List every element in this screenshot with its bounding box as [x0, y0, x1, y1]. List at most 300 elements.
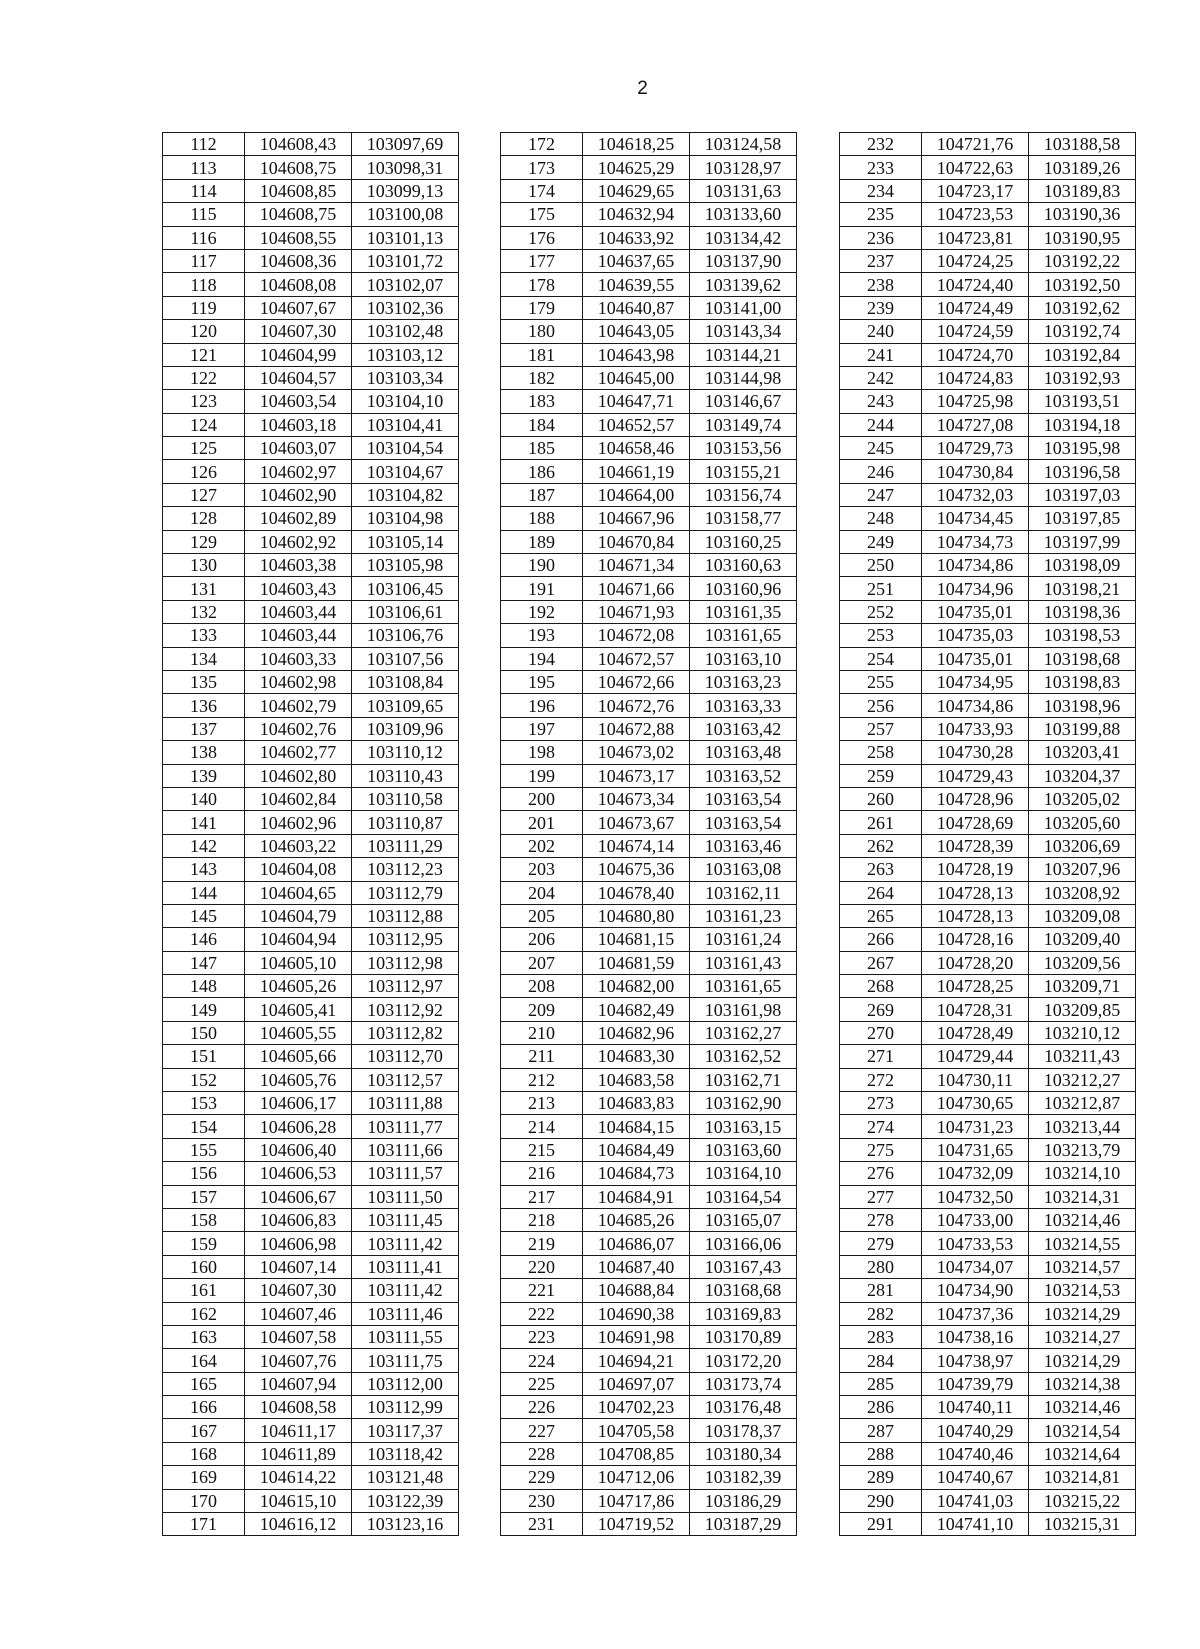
- point-number: 168: [163, 1442, 245, 1465]
- coordinate-x: 104607,30: [245, 320, 352, 343]
- table-row: [163, 483, 459, 506]
- table-row: [163, 998, 459, 1021]
- point-number: 176: [501, 226, 583, 249]
- table-row: [840, 343, 1136, 366]
- table-row: [501, 460, 797, 483]
- coordinate-table-3: [839, 132, 1136, 1536]
- point-number: 177: [501, 249, 583, 272]
- point-number: 126: [163, 460, 245, 483]
- point-number: 191: [501, 577, 583, 600]
- table-row: [501, 156, 797, 179]
- point-number: 181: [501, 343, 583, 366]
- coordinate-x: 104645,00: [583, 366, 690, 389]
- table-row: [840, 834, 1136, 857]
- coordinate-x: 104721,76: [922, 133, 1029, 156]
- table-row: [163, 133, 459, 156]
- coordinate-y: 103173,74: [690, 1372, 797, 1395]
- point-number: 198: [501, 741, 583, 764]
- point-number: 282: [840, 1302, 922, 1325]
- point-number: 133: [163, 624, 245, 647]
- coordinate-x: 104671,34: [583, 554, 690, 577]
- coordinate-y: 103123,16: [352, 1513, 459, 1536]
- point-number: 230: [501, 1489, 583, 1512]
- table-row: [163, 1325, 459, 1348]
- coordinate-y: 103105,14: [352, 530, 459, 553]
- coordinate-x: 104670,84: [583, 530, 690, 553]
- coordinate-x: 104607,46: [245, 1302, 352, 1325]
- coordinate-x: 104643,98: [583, 343, 690, 366]
- table-row: [501, 647, 797, 670]
- coordinate-y: 103111,46: [352, 1302, 459, 1325]
- point-number: 202: [501, 834, 583, 857]
- coordinate-y: 103112,57: [352, 1068, 459, 1091]
- coordinate-x: 104603,33: [245, 647, 352, 670]
- coordinate-y: 103161,65: [690, 624, 797, 647]
- coordinate-x: 104604,08: [245, 858, 352, 881]
- point-number: 113: [163, 156, 245, 179]
- point-number: 183: [501, 390, 583, 413]
- point-number: 285: [840, 1372, 922, 1395]
- table-row: [163, 320, 459, 343]
- point-number: 211: [501, 1045, 583, 1068]
- coordinate-x: 104606,17: [245, 1092, 352, 1115]
- point-number: 192: [501, 600, 583, 623]
- point-number: 226: [501, 1396, 583, 1419]
- coordinate-x: 104685,26: [583, 1208, 690, 1231]
- coordinate-y: 103207,96: [1029, 858, 1136, 881]
- coordinate-y: 103189,83: [1029, 179, 1136, 202]
- coordinate-y: 103192,84: [1029, 343, 1136, 366]
- table-row: [501, 1138, 797, 1161]
- coordinate-y: 103194,18: [1029, 413, 1136, 436]
- table-row: [501, 483, 797, 506]
- coordinate-y: 103169,83: [690, 1302, 797, 1325]
- table-row: [501, 296, 797, 319]
- table-row: [840, 1092, 1136, 1115]
- coordinate-y: 103198,96: [1029, 694, 1136, 717]
- table-row: [840, 1208, 1136, 1231]
- point-number: 186: [501, 460, 583, 483]
- coordinate-x: 104734,07: [922, 1255, 1029, 1278]
- table-row: [163, 413, 459, 436]
- table-row: [840, 1068, 1136, 1091]
- point-number: 132: [163, 600, 245, 623]
- coordinate-y: 103192,93: [1029, 366, 1136, 389]
- point-number: 193: [501, 624, 583, 647]
- point-number: 217: [501, 1185, 583, 1208]
- point-number: 185: [501, 437, 583, 460]
- point-number: 257: [840, 717, 922, 740]
- table-row: [840, 647, 1136, 670]
- coordinate-y: 103104,41: [352, 413, 459, 436]
- point-number: 280: [840, 1255, 922, 1278]
- point-number: 247: [840, 483, 922, 506]
- point-number: 224: [501, 1349, 583, 1372]
- point-number: 123: [163, 390, 245, 413]
- coordinate-x: 104671,93: [583, 600, 690, 623]
- table-row: [840, 203, 1136, 226]
- coordinate-y: 103149,74: [690, 413, 797, 436]
- table-row: [163, 928, 459, 951]
- point-number: 223: [501, 1325, 583, 1348]
- coordinate-x: 104688,84: [583, 1279, 690, 1302]
- table-row: [840, 1513, 1136, 1536]
- coordinate-x: 104607,14: [245, 1255, 352, 1278]
- table-row: [840, 1279, 1136, 1302]
- table-row: [501, 951, 797, 974]
- coordinate-y: 103192,74: [1029, 320, 1136, 343]
- table-row: [501, 904, 797, 927]
- point-number: 160: [163, 1255, 245, 1278]
- coordinate-x: 104740,67: [922, 1466, 1029, 1489]
- table-row: [163, 717, 459, 740]
- table-row: [840, 811, 1136, 834]
- point-number: 182: [501, 366, 583, 389]
- table-row: [163, 1021, 459, 1044]
- coordinate-x: 104734,86: [922, 694, 1029, 717]
- point-number: 169: [163, 1466, 245, 1489]
- coordinate-x: 104728,49: [922, 1021, 1029, 1044]
- coordinate-y: 103102,36: [352, 296, 459, 319]
- point-number: 227: [501, 1419, 583, 1442]
- coordinate-x: 104708,85: [583, 1442, 690, 1465]
- coordinate-x: 104673,34: [583, 787, 690, 810]
- coordinate-y: 103111,42: [352, 1279, 459, 1302]
- point-number: 164: [163, 1349, 245, 1372]
- point-number: 255: [840, 670, 922, 693]
- table-row: [163, 741, 459, 764]
- coordinate-x: 104602,98: [245, 670, 352, 693]
- point-number: 246: [840, 460, 922, 483]
- table-row: [501, 1255, 797, 1278]
- coordinate-x: 104734,45: [922, 507, 1029, 530]
- table-row: [163, 1255, 459, 1278]
- table-row: [163, 296, 459, 319]
- coordinate-x: 104605,41: [245, 998, 352, 1021]
- point-number: 130: [163, 554, 245, 577]
- coordinate-y: 103161,98: [690, 998, 797, 1021]
- table-row: [840, 741, 1136, 764]
- coordinate-y: 103204,37: [1029, 764, 1136, 787]
- coordinate-x: 104606,28: [245, 1115, 352, 1138]
- coordinate-x: 104608,43: [245, 133, 352, 156]
- table-row: [501, 928, 797, 951]
- coordinate-x: 104618,25: [583, 133, 690, 156]
- point-number: 279: [840, 1232, 922, 1255]
- coordinate-y: 103139,62: [690, 273, 797, 296]
- coordinate-x: 104603,54: [245, 390, 352, 413]
- table-row: [163, 600, 459, 623]
- coordinate-x: 104732,09: [922, 1162, 1029, 1185]
- coordinate-y: 103206,69: [1029, 834, 1136, 857]
- coordinate-x: 104719,52: [583, 1513, 690, 1536]
- point-number: 189: [501, 530, 583, 553]
- point-number: 148: [163, 975, 245, 998]
- point-number: 166: [163, 1396, 245, 1419]
- coordinate-x: 104735,03: [922, 624, 1029, 647]
- point-number: 268: [840, 975, 922, 998]
- coordinate-y: 103098,31: [352, 156, 459, 179]
- point-number: 117: [163, 249, 245, 272]
- coordinate-x: 104739,79: [922, 1372, 1029, 1395]
- coordinate-y: 103162,11: [690, 881, 797, 904]
- point-number: 163: [163, 1325, 245, 1348]
- coordinate-y: 103214,29: [1029, 1349, 1136, 1372]
- point-number: 207: [501, 951, 583, 974]
- table-row: [163, 343, 459, 366]
- point-number: 195: [501, 670, 583, 693]
- coordinate-x: 104741,03: [922, 1489, 1029, 1512]
- coordinate-x: 104607,94: [245, 1372, 352, 1395]
- coordinate-y: 103111,88: [352, 1092, 459, 1115]
- coordinate-x: 104605,55: [245, 1021, 352, 1044]
- point-number: 250: [840, 554, 922, 577]
- point-number: 144: [163, 881, 245, 904]
- coordinate-x: 104724,49: [922, 296, 1029, 319]
- coordinate-x: 104603,38: [245, 554, 352, 577]
- coordinate-y: 103118,42: [352, 1442, 459, 1465]
- coordinate-y: 103144,21: [690, 343, 797, 366]
- table-row: [501, 1068, 797, 1091]
- table-row: [163, 904, 459, 927]
- coordinate-x: 104735,01: [922, 600, 1029, 623]
- coordinate-x: 104730,84: [922, 460, 1029, 483]
- table-row: [163, 858, 459, 881]
- point-number: 197: [501, 717, 583, 740]
- point-number: 251: [840, 577, 922, 600]
- coordinate-y: 103112,98: [352, 951, 459, 974]
- point-number: 252: [840, 600, 922, 623]
- table-row: [501, 437, 797, 460]
- coordinate-x: 104604,99: [245, 343, 352, 366]
- coordinate-x: 104605,76: [245, 1068, 352, 1091]
- coordinate-y: 103146,67: [690, 390, 797, 413]
- coordinate-y: 103102,48: [352, 320, 459, 343]
- coordinate-x: 104734,73: [922, 530, 1029, 553]
- coordinate-y: 103180,34: [690, 1442, 797, 1465]
- point-number: 281: [840, 1279, 922, 1302]
- coordinate-y: 103205,60: [1029, 811, 1136, 834]
- point-number: 242: [840, 366, 922, 389]
- coordinate-x: 104602,89: [245, 507, 352, 530]
- point-number: 210: [501, 1021, 583, 1044]
- coordinate-x: 104683,83: [583, 1092, 690, 1115]
- point-number: 114: [163, 179, 245, 202]
- coordinate-y: 103192,22: [1029, 249, 1136, 272]
- coordinate-y: 103214,46: [1029, 1208, 1136, 1231]
- coordinate-y: 103170,89: [690, 1325, 797, 1348]
- coordinate-x: 104643,05: [583, 320, 690, 343]
- point-number: 284: [840, 1349, 922, 1372]
- table-row: [501, 1325, 797, 1348]
- coordinate-x: 104734,90: [922, 1279, 1029, 1302]
- coordinate-x: 104639,55: [583, 273, 690, 296]
- coordinate-x: 104602,77: [245, 741, 352, 764]
- table-row: [501, 1115, 797, 1138]
- coordinate-x: 104607,30: [245, 1279, 352, 1302]
- coordinate-x: 104602,84: [245, 787, 352, 810]
- point-number: 225: [501, 1372, 583, 1395]
- coordinate-x: 104616,12: [245, 1513, 352, 1536]
- table-row: [501, 554, 797, 577]
- table-row: [840, 1232, 1136, 1255]
- point-number: 256: [840, 694, 922, 717]
- coordinate-y: 103097,69: [352, 133, 459, 156]
- point-number: 136: [163, 694, 245, 717]
- point-number: 239: [840, 296, 922, 319]
- coordinate-x: 104603,44: [245, 624, 352, 647]
- table-row: [501, 1021, 797, 1044]
- coordinate-x: 104608,85: [245, 179, 352, 202]
- coordinate-y: 103198,68: [1029, 647, 1136, 670]
- coordinate-y: 103212,27: [1029, 1068, 1136, 1091]
- point-number: 203: [501, 858, 583, 881]
- point-number: 269: [840, 998, 922, 1021]
- point-number: 254: [840, 647, 922, 670]
- coordinate-y: 103104,10: [352, 390, 459, 413]
- table-row: [501, 320, 797, 343]
- coordinate-y: 103214,29: [1029, 1302, 1136, 1325]
- table-row: [163, 694, 459, 717]
- point-number: 167: [163, 1419, 245, 1442]
- coordinate-x: 104664,00: [583, 483, 690, 506]
- coordinate-y: 103103,34: [352, 366, 459, 389]
- coordinate-x: 104678,40: [583, 881, 690, 904]
- coordinate-x: 104608,55: [245, 226, 352, 249]
- coordinate-y: 103156,74: [690, 483, 797, 506]
- point-number: 286: [840, 1396, 922, 1419]
- point-number: 271: [840, 1045, 922, 1068]
- point-number: 131: [163, 577, 245, 600]
- coordinate-x: 104681,15: [583, 928, 690, 951]
- coordinate-y: 103161,35: [690, 600, 797, 623]
- coordinate-x: 104723,53: [922, 203, 1029, 226]
- coordinate-x: 104658,46: [583, 437, 690, 460]
- table-row: [501, 1349, 797, 1372]
- table-row: [501, 1372, 797, 1395]
- point-number: 196: [501, 694, 583, 717]
- coordinate-x: 104673,02: [583, 741, 690, 764]
- coordinate-x: 104673,17: [583, 764, 690, 787]
- coordinate-x: 104724,40: [922, 273, 1029, 296]
- coordinate-y: 103112,70: [352, 1045, 459, 1068]
- coordinate-x: 104608,75: [245, 203, 352, 226]
- coordinate-x: 104723,17: [922, 179, 1029, 202]
- coordinate-y: 103214,10: [1029, 1162, 1136, 1185]
- coordinate-x: 104602,97: [245, 460, 352, 483]
- coordinate-y: 103161,43: [690, 951, 797, 974]
- point-number: 218: [501, 1208, 583, 1231]
- point-number: 229: [501, 1466, 583, 1489]
- table-row: [840, 133, 1136, 156]
- coordinate-x: 104682,49: [583, 998, 690, 1021]
- coordinate-x: 104682,00: [583, 975, 690, 998]
- coordinate-y: 103198,36: [1029, 600, 1136, 623]
- point-number: 243: [840, 390, 922, 413]
- coordinate-y: 103104,67: [352, 460, 459, 483]
- table-row: [163, 179, 459, 202]
- coordinate-y: 103110,87: [352, 811, 459, 834]
- table-row: [163, 1489, 459, 1512]
- point-number: 204: [501, 881, 583, 904]
- coordinate-y: 103111,77: [352, 1115, 459, 1138]
- point-number: 275: [840, 1138, 922, 1161]
- coordinate-y: 103187,29: [690, 1513, 797, 1536]
- table-row: [501, 787, 797, 810]
- coordinate-x: 104732,03: [922, 483, 1029, 506]
- table-row: [163, 1419, 459, 1442]
- coordinate-y: 103163,48: [690, 741, 797, 764]
- table-row: [501, 1162, 797, 1185]
- point-number: 228: [501, 1442, 583, 1465]
- table-row: [163, 460, 459, 483]
- coordinate-y: 103160,25: [690, 530, 797, 553]
- point-number: 194: [501, 647, 583, 670]
- coordinate-x: 104684,49: [583, 1138, 690, 1161]
- coordinate-y: 103112,00: [352, 1372, 459, 1395]
- coordinate-y: 103197,99: [1029, 530, 1136, 553]
- point-number: 245: [840, 437, 922, 460]
- coordinate-y: 103141,00: [690, 296, 797, 319]
- table-row: [501, 624, 797, 647]
- table-row: [163, 811, 459, 834]
- table-row: [840, 928, 1136, 951]
- point-number: 122: [163, 366, 245, 389]
- table-row: [501, 577, 797, 600]
- coordinate-x: 104694,21: [583, 1349, 690, 1372]
- coordinate-x: 104712,06: [583, 1466, 690, 1489]
- point-number: 291: [840, 1513, 922, 1536]
- table-row: [501, 507, 797, 530]
- coordinate-x: 104680,80: [583, 904, 690, 927]
- point-number: 152: [163, 1068, 245, 1091]
- coordinate-y: 103214,55: [1029, 1232, 1136, 1255]
- coordinate-x: 104732,50: [922, 1185, 1029, 1208]
- table-row: [840, 507, 1136, 530]
- coordinate-y: 103214,38: [1029, 1372, 1136, 1395]
- coordinate-y: 103208,92: [1029, 881, 1136, 904]
- point-number: 219: [501, 1232, 583, 1255]
- coordinate-y: 103101,72: [352, 249, 459, 272]
- coordinate-x: 104602,79: [245, 694, 352, 717]
- coordinate-x: 104667,96: [583, 507, 690, 530]
- table-row: [840, 624, 1136, 647]
- coordinate-x: 104740,11: [922, 1396, 1029, 1419]
- coordinate-y: 103214,53: [1029, 1279, 1136, 1302]
- table-row: [840, 1021, 1136, 1044]
- coordinate-y: 103178,37: [690, 1419, 797, 1442]
- table-row: [501, 670, 797, 693]
- point-number: 212: [501, 1068, 583, 1091]
- coordinate-y: 103214,64: [1029, 1442, 1136, 1465]
- table-row: [840, 554, 1136, 577]
- coordinate-x: 104684,91: [583, 1185, 690, 1208]
- coordinate-x: 104605,66: [245, 1045, 352, 1068]
- coordinate-y: 103215,22: [1029, 1489, 1136, 1512]
- coordinate-x: 104727,08: [922, 413, 1029, 436]
- coordinate-y: 103163,60: [690, 1138, 797, 1161]
- point-number: 151: [163, 1045, 245, 1068]
- coordinate-x: 104737,36: [922, 1302, 1029, 1325]
- coordinate-x: 104661,19: [583, 460, 690, 483]
- coordinate-x: 104611,89: [245, 1442, 352, 1465]
- coordinate-x: 104608,75: [245, 156, 352, 179]
- table-row: [840, 296, 1136, 319]
- table-row: [840, 483, 1136, 506]
- point-number: 264: [840, 881, 922, 904]
- coordinate-x: 104604,57: [245, 366, 352, 389]
- point-number: 140: [163, 787, 245, 810]
